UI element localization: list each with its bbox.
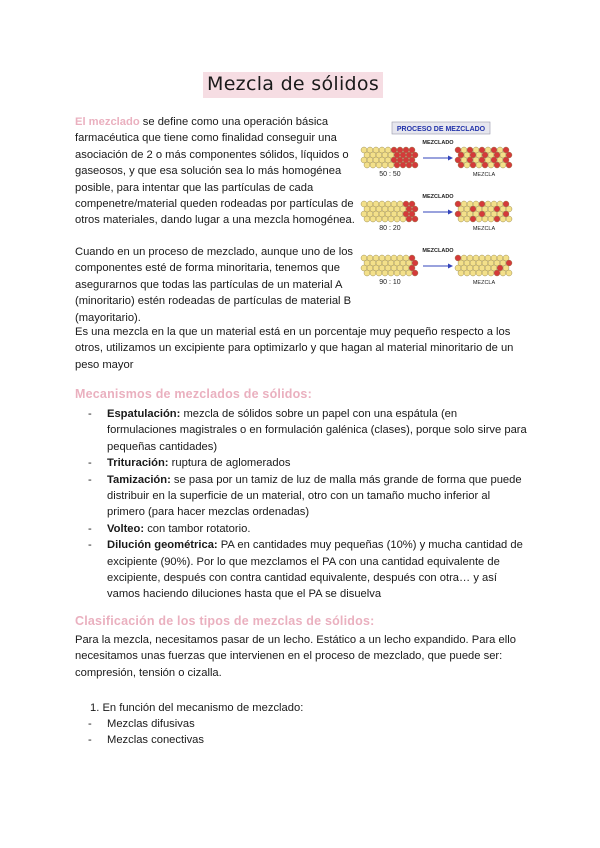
particle [464,162,470,168]
particle [464,270,470,276]
particle [482,162,488,168]
intro-paragraph [75,114,357,229]
particle [412,216,418,222]
particle [388,216,394,222]
list-item: - Volteo: con tambor rotatorio. [88,521,528,537]
particle [388,162,394,168]
mixed-block [455,147,512,168]
arrow-label: MEZCLADO [422,248,454,254]
particle [388,270,394,276]
result-label: MEZCLA [472,280,496,286]
particle [382,270,388,276]
particle [506,270,512,276]
particle [482,270,488,276]
classification-paragraph: Para la mezcla, necesitamos pasar de un lecho. Estático a un lecho expandido. Para ello necesitamos unas fuerzas que intervienen en el proceso de mezclado, que puede ser: compresión, tensión o cizalla. [75,634,516,679]
mixing-process-figure [360,118,522,298]
minority-paragraph: Cuando en un proceso de mezclado, aunque uno de los componentes esté de forma minoritaria, tenemos que asegurarnos que todas las partículas de un material A (minoritario) estén rodeadas de partículas de material B (mayoritario). [75,246,354,324]
mixed-block [455,201,512,222]
mechanisms-heading: Mecanismos de mezclados de sólidos: [75,387,312,401]
particle [406,270,412,276]
unmixed-block [361,147,418,168]
particle [406,162,412,168]
arrow-head [448,264,453,269]
particle [394,216,400,222]
arrow-label: MEZCLADO [422,194,454,200]
particle [470,162,476,168]
particle [382,162,388,168]
unmixed-block [361,201,418,222]
intro-term: El mezclado [75,116,140,128]
particle [476,270,482,276]
particle [488,162,494,168]
particle [476,162,482,168]
arrow-label: MEZCLADO [422,140,454,146]
particle [364,270,370,276]
particle [400,162,406,168]
particle [506,216,512,222]
particle [476,216,482,222]
particle [482,216,488,222]
particle [500,216,506,222]
mixture-types-list [88,716,204,749]
mixed-block [455,255,512,276]
arrow-head [448,210,453,215]
particle [394,162,400,168]
particle [400,216,406,222]
particle [488,216,494,222]
particle [370,216,376,222]
particle [506,162,512,168]
particle [458,216,464,222]
excipient-paragraph: Es una mezcla en la que un material está en un porcentaje muy pequeño respecto a los otros, utilizamos un excipiente para optimizarlo y que hagan al material minoritario de un peso mayor [75,326,514,371]
particle [406,216,412,222]
particle [364,162,370,168]
list-item: - Espatulación: mezcla de sólidos sobre un papel con una espátula (en formulaciones magistrales o en formulación galénica (clases), porque solo sirve para pequeñas cantidades) [88,406,528,455]
particle [412,162,418,168]
particle [394,270,400,276]
particle [488,270,494,276]
particle [376,270,382,276]
particle [500,162,506,168]
particle [364,216,370,222]
particle [400,270,406,276]
particle [458,270,464,276]
particle [500,270,506,276]
particle [370,162,376,168]
particle [376,216,382,222]
list-item: - Trituración: ruptura de aglomerados [88,455,528,471]
particle [494,216,500,222]
particle [412,270,418,276]
ratio-label: 50 : 50 [379,171,401,178]
numbered-item: 1. En función del mecanismo de mezclado: [90,702,304,714]
figure-header: PROCESO DE MEZCLADO [396,126,486,133]
list-item: - Mezclas difusivas [88,716,204,732]
list-item: - Dilución geométrica: PA en cantidades muy pequeñas (10%) y mucha cantidad de excipiente (90%). Por lo que mezclamos el PA con una cantidad equivalente de excipiente, después con contra cantidad equivalente, después con otra… y así vamos haciendo diluciones hasta que el PA se disuelva [88,537,528,603]
mechanisms-list [88,406,528,603]
particle [494,162,500,168]
particle [382,216,388,222]
arrow-head [448,156,453,161]
particle [458,162,464,168]
particle [494,270,500,276]
list-item: - Tamización: se pasa por un tamiz de luz de malla más grande de forma que puede distribuir en la superficie de un material, otro con un tamaño mucho inferior al primero (para hacer mezclas ordenadas) [88,472,528,521]
particle [464,216,470,222]
classification-heading: Clasificación de los tipos de mezclas de sólidos: [75,614,375,628]
result-label: MEZCLA [472,172,496,178]
particle [370,270,376,276]
page-title: Mezcla de sólidos [203,72,383,98]
unmixed-block [361,255,418,276]
particle [376,162,382,168]
result-label: MEZCLA [472,226,496,232]
ratio-label: 80 : 20 [379,225,401,232]
particle [470,270,476,276]
ratio-label: 90 : 10 [379,279,401,286]
particle [470,216,476,222]
intro-text: se define como una operación básica farmacéutica que tiene como finalidad conseguir una asociación de 2 o más componentes sólidos, líquidos o gaseosos, y que esa solución sea lo más homogénea posible, para intentar que las partículas de cada compenetre/material queden rodeadas por partículas de otros materiales, dando lugar a una mezcla homogénea. [75,116,355,227]
list-item: - Mezclas conectivas [88,732,204,748]
